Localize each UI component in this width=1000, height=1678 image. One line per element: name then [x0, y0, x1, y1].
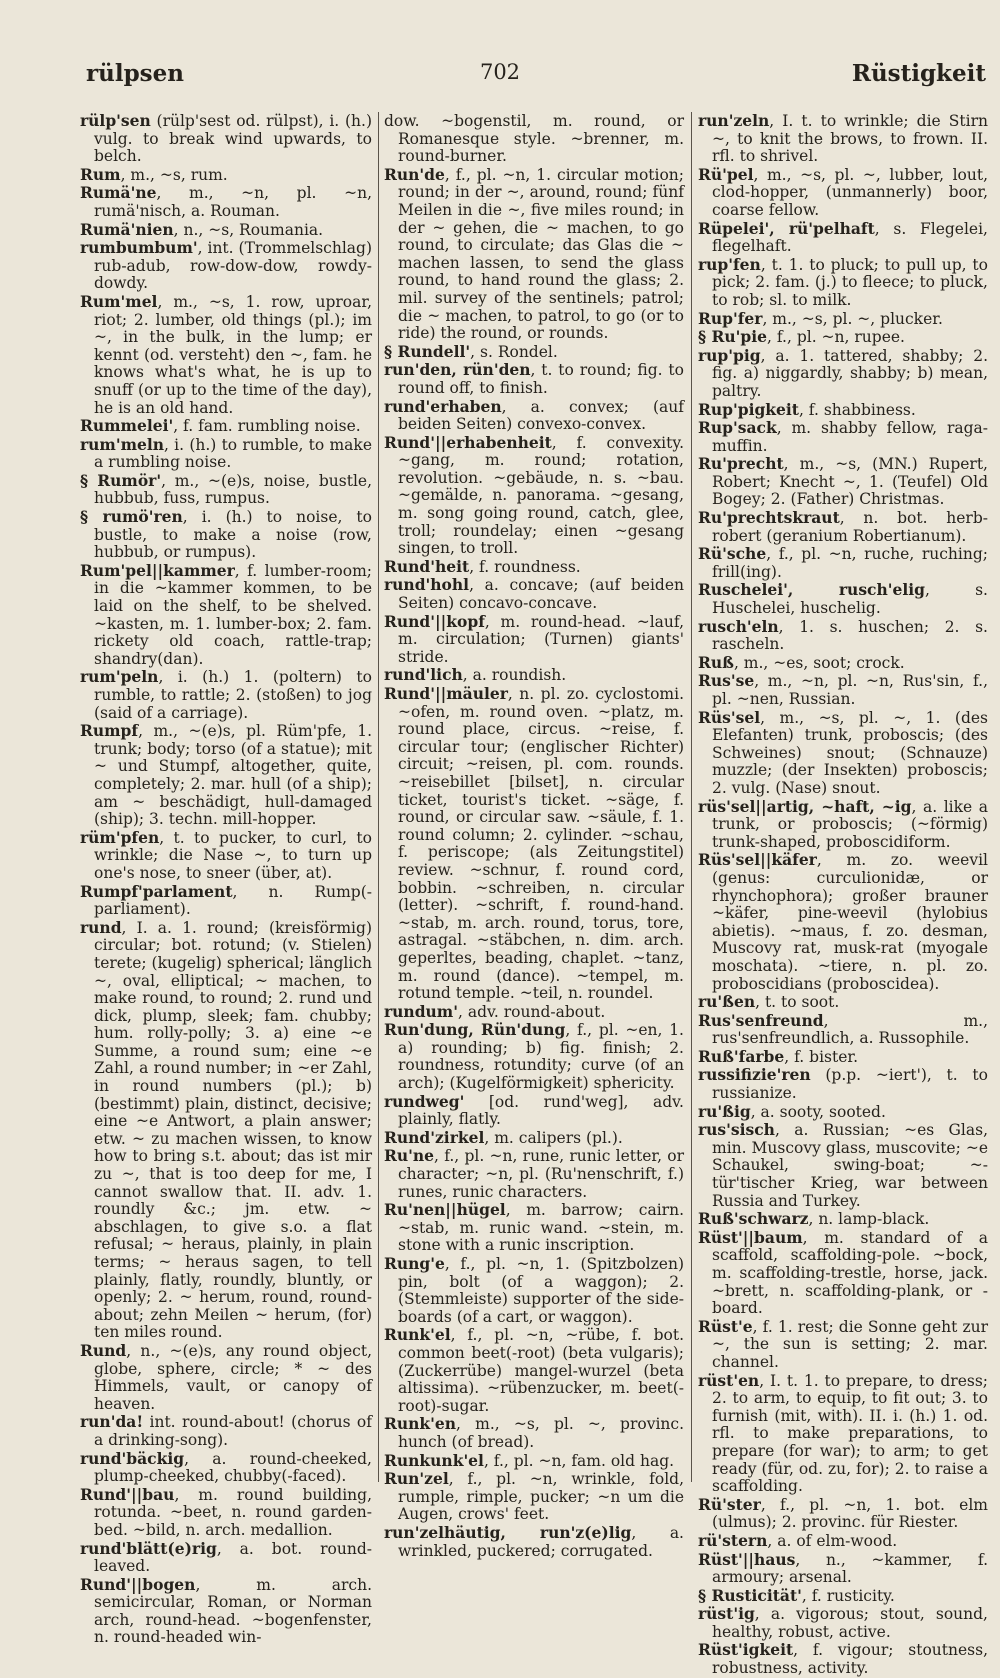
dictionary-entry	[698, 310, 988, 329]
dictionary-entry	[80, 1342, 372, 1413]
entry-definition: , s. Rondel.	[470, 342, 558, 361]
dictionary-entry	[80, 166, 372, 185]
entry-headword: Rund'||erhabenheit	[384, 432, 552, 452]
entry-definition: , int. (Trommelschlag) rub-adub, row-dow-dow, rowdy-dowdy.	[94, 239, 372, 293]
dictionary-entry	[698, 545, 988, 581]
entry-headword: Rung'e	[384, 1254, 445, 1273]
entry-definition: , f., pl. ~n, rupee.	[767, 328, 905, 347]
dictionary-entry	[384, 1003, 684, 1022]
entry-headword: Rum'pel||kammer	[80, 560, 235, 580]
entry-headword: § Rusticität'	[698, 1585, 802, 1605]
entry-headword: rund'lich	[384, 665, 463, 685]
entry-headword: Rund'||bau	[80, 1484, 175, 1504]
entry-definition: , f. 1. rest; die Sonne geht zur ~, the sun is setting; 2. mar. channel.	[712, 1317, 988, 1371]
entry-headword: Runk'en	[384, 1414, 457, 1434]
entry-headword: Rum'mel	[80, 291, 158, 311]
dictionary-entry	[80, 472, 372, 508]
entry-definition: , f. bister.	[784, 1047, 859, 1066]
entry-definition: , a. bot. round-leaved.	[94, 1539, 372, 1576]
entry-definition: , f., pl. ~n, 1. (Spitzbolzen) pin, bolt (of a waggon); 2. (Stemmleiste) supporter of the side-boards (of a cart, or waggon).	[398, 1255, 684, 1326]
entry-definition: , f., pl. ~en, 1. a) rounding; b) fig. finish; 2. roundness, rotundity; curve (of an arch); (Kugelförmigkeit) sphericity.	[398, 1021, 684, 1093]
entry-headword: Rup'fer	[698, 308, 763, 328]
entry-headword: rund'bäckig	[80, 1448, 185, 1468]
dictionary-entry	[698, 347, 988, 401]
dictionary-entry	[698, 1641, 988, 1677]
entry-definition: , a. roundish.	[462, 666, 567, 685]
dictionary-entry	[698, 455, 988, 509]
entry-definition: (rülp'sest od. rülpst), i. (h.) vulg. to break wind upwards, to belch.	[94, 112, 372, 166]
entry-definition: , f. fam. rumbling noise.	[173, 417, 361, 436]
dictionary-entry	[384, 1524, 684, 1560]
entry-definition: , i. (h.) to rumble, to make a rumbling noise.	[94, 435, 372, 472]
dictionary-entry	[698, 851, 988, 993]
dictionary-entry	[698, 1012, 988, 1048]
page-number: 702	[479, 60, 521, 84]
dictionary-entry	[384, 343, 684, 362]
entry-headword: Run'de	[384, 164, 445, 184]
dictionary-entry	[698, 112, 988, 166]
entry-headword: Rund'||kopf	[384, 611, 485, 631]
entry-headword: rülp'sen	[80, 111, 151, 130]
entry-headword: Ru'precht	[698, 454, 784, 474]
dictionary-entry	[698, 618, 988, 654]
entry-headword: rüst'en	[698, 1370, 760, 1390]
entry-definition: , m. barrow; cairn. ~stab, m. runic wand. ~stein, m. stone with a runic inscription.	[398, 1201, 684, 1255]
entry-headword: rum'meln	[80, 434, 165, 454]
entry-headword: Runkunk'el	[384, 1450, 484, 1470]
dictionary-entry	[698, 1605, 988, 1641]
entry-headword: Rumpf	[80, 721, 139, 741]
dictionary-entry	[384, 434, 684, 558]
entry-definition: , a. wrinkled, puckered; corrugated.	[398, 1523, 684, 1560]
entry-definition: , f. convexity. ~gang, m. round; rotation, revolution. ~gebäude, n. s. ~bau. ~gemälde, n. panorama. ~gesang, m. song going round, catch, glee, troll; roundelay; einen ~gesang singen, to troll.	[398, 433, 684, 558]
dictionary-entry	[80, 1413, 372, 1449]
entry-headword: Rü'ster	[698, 1494, 761, 1514]
dictionary-entry	[384, 112, 684, 166]
dictionary-entry	[80, 112, 372, 166]
entry-definition: , n. pl. zo. cyclostomi. ~ofen, m. round oven. ~platz, m. round place, circus. ~reise, f. circular tour; (englischer Richter) circuit; ~reisen, pl. com. rounds. ~reisebillet [bilset], n. circular ticket, tourist's ticket. ~säge, f. round, or circular saw. ~säule, f. 1. round column; 2. cylinder. ~schau, f. periscope; (als Zeitungstitel) review. ~schnur, f. round cord, bobbin. ~schreiben, n. circular (letter). ~schrift, f. round-hand. ~stab, m. arch. round, torus, tore, astragal. ~stäbchen, n. dim. arch. geperltes, beading, chaplet. ~tanz, m. round (dance). ~tempel, m. rotund temple. ~teil, n. roundel.	[398, 685, 684, 1003]
dictionary-entry	[698, 709, 988, 798]
entry-headword: Rund'||mäuler	[384, 684, 508, 703]
dictionary-entry	[698, 1103, 988, 1122]
entry-headword: Rüpelei', rü'pelhaft	[698, 218, 875, 238]
entry-definition: , n. lamp-black.	[808, 1210, 930, 1229]
entry-headword: Rüst'||baum	[698, 1227, 803, 1247]
entry-headword: rum'peln	[80, 667, 159, 687]
dictionary-entry	[80, 919, 372, 1342]
entry-headword: Rup'pigkeit	[698, 399, 799, 419]
entry-headword: ru'ßig	[698, 1101, 751, 1121]
entry-definition: , n. Rump(-parliament).	[94, 882, 372, 919]
entry-definition: , a. Russian; ~es Glas, min. Muscovy glass, muscovite; ~e Schaukel, swing-boat; ~-tür'tischer Krieg, war between Russia and Turkey.	[712, 1121, 988, 1210]
entry-headword: rü'stern	[698, 1530, 768, 1550]
entry-definition: , a. of elm-wood.	[767, 1531, 898, 1550]
entry-definition: , adv. round-about.	[457, 1002, 606, 1021]
column-left	[80, 112, 372, 1647]
entry-definition: , a. vigorous; stout, sound, healthy, robust, active.	[712, 1605, 988, 1641]
dictionary-entry	[698, 1532, 988, 1551]
entry-headword: rund'blätt(e)rig	[80, 1538, 217, 1558]
entry-definition: , f. roundness.	[469, 557, 581, 576]
dictionary-entry	[698, 1121, 988, 1210]
dictionary-entry	[384, 1147, 684, 1201]
entry-definition: , f., pl. ~n, fam. old hag.	[483, 1451, 675, 1470]
dictionary-entry	[384, 1452, 684, 1471]
entry-definition: , I. t. 1. to prepare, to dress; 2. to arm, to equip, to fit out; 3. to furnish (mit, with). II. i. (h.) 1. od. rfl. to make preparations, to prepare (for war); to arm; to get ready (für, od. zu, for); 2. to raise a scaffolding.	[712, 1371, 988, 1496]
entry-definition: , t. to pucker, to curl, to wrinkle; die Nase ~, to turn up one's nose, to sneer (über, at).	[94, 828, 372, 882]
entry-definition: , a. concave; (auf beiden Seiten) concavo-concave.	[398, 576, 684, 613]
entry-headword: rundum'	[384, 1001, 458, 1021]
entry-headword: Rumä'nien	[80, 219, 174, 239]
entry-definition: , f. shabbiness.	[798, 400, 916, 419]
entry-definition: , n., ~(e)s, any round object, globe, sphere, circle; * ~ des Himmels, vault, or canopy of heaven.	[94, 1341, 372, 1413]
dictionary-entry	[698, 1372, 988, 1496]
entry-headword: Rü'pel	[698, 164, 754, 184]
entry-headword: Rüst'||haus	[698, 1549, 796, 1569]
entry-definition: , m. round-head. ~lauf, m. circulation; (Turnen) giants' stride.	[398, 612, 684, 666]
dictionary-entry	[384, 576, 684, 612]
running-head-left: rülpsen	[86, 60, 184, 87]
entry-headword: § rumö'ren	[80, 507, 183, 527]
entry-definition: , n., ~kammer, f. armoury; arsenal.	[712, 1550, 988, 1587]
entry-definition: , a. sooty, sooted.	[750, 1102, 886, 1121]
entry-headword: russifizie'ren	[698, 1065, 811, 1085]
entry-definition: , f. vigour; stoutness, robustness, activity.	[712, 1641, 988, 1678]
entry-headword: Rund'zirkel	[384, 1127, 485, 1147]
dictionary-entry	[698, 509, 988, 545]
entry-headword: Run'dung, Rün'dung	[384, 1020, 566, 1040]
entry-definition: , f., pl. ~n, 1. circular motion; round; in der ~, around, round; fünf Meilen in die ~, five miles round; in der ~ gehen, die ~ machen, to go round, to circulate; das Glas die ~ machen lassen, to send the glass round, to hand round the glass; 2. mil. survey of the sentinels; patrol; die ~ machen, to patrol, to go (or to ride) the round, or rounds.	[398, 165, 684, 343]
dictionary-entry	[80, 1540, 372, 1576]
dictionary-entry	[80, 293, 372, 417]
dictionary-entry	[384, 1415, 684, 1451]
entry-headword: rund'hohl	[384, 575, 470, 595]
entry-headword: rundweg'	[384, 1091, 465, 1111]
dictionary-entry	[80, 829, 372, 883]
entry-headword: run'den, rün'den	[384, 360, 531, 380]
entry-headword: run'zelhäutig, run'z(e)lig	[384, 1522, 632, 1542]
entry-headword: Rüs'sel	[698, 707, 761, 727]
entry-headword: rüst'ig	[698, 1604, 755, 1624]
dictionary-entry	[384, 1255, 684, 1326]
entry-definition: , t. 1. to pluck; to pull up, to pick; 2. fam. (j.) to fleece; to pluck, to rob; sl. to milk.	[712, 255, 988, 309]
entry-definition: , I. a. 1. round; (kreisförmig) circular; bot. rotund; (v. Stielen) terete; (kugelig) spherical; länglich ~, oval, elliptical; ~ machen, to make round, to round; 2. rund und dick, plump, sleek; fam. chubby; hum. rolly-polly; 3. a) eine ~e Summe, a round sum; eine ~e Zahl, a round number; in ~er Zahl, in round numbers (pl.); b) (bestimmt) plain, distinct, decisive; eine ~e Antwort, a plain answer; etw. ~ zu machen wissen, to know how to bring s.t. about; das ist mir zu ~, that is too deep for me, I cannot swallow that. II. adv. 1. roundly &c.; jm. etw. ~ abschlagen, to give s.o. a flat refusal; ~ heraus, plainly, in plain terms; ~ heraus sagen, to tell plainly, flatly, roundly, bluntly, or openly; 2. ~ herum, round, round-about; zehn Meilen ~ herum, (for) ten miles round.	[94, 918, 372, 1342]
running-head-right: Rüstigkeit	[851, 60, 986, 87]
entry-definition: , f., pl. ~n, rune, runic letter, or character; ~n, pl. (Ru'nenschrift, f.) runes, runic characters.	[398, 1147, 684, 1201]
entry-headword: Rund'||bogen	[80, 1574, 196, 1594]
entry-headword: Rü'sche	[698, 544, 767, 564]
entry-definition: , s. Huschelei, huschelig.	[712, 581, 988, 618]
entry-definition: , m., ~s, pl. ~, plucker.	[762, 309, 943, 328]
entry-headword: Rumä'ne	[80, 183, 157, 203]
entry-definition: , f., pl. ~n, ruche, ruching; frill(ing).	[712, 545, 988, 581]
entry-headword: rüs'sel||artig, ~haft, ~ig	[698, 796, 912, 816]
entry-definition: , m., ~s, pl. ~, lubber, lout, clod-hopper, (unmannerly) boor, coarse fellow.	[712, 165, 988, 219]
dictionary-entry	[698, 166, 988, 220]
entry-headword: § Rumör'	[80, 470, 162, 490]
entry-headword: Rüst'igkeit	[698, 1640, 794, 1660]
entry-headword: Rup'sack	[698, 418, 777, 438]
entry-headword: Ruß'farbe	[698, 1046, 785, 1066]
dictionary-entry	[384, 666, 684, 685]
dictionary-entry	[698, 1066, 988, 1102]
entry-definition: , n. bot. herb-robert (geranium Robertianum).	[712, 509, 988, 545]
dictionary-entry	[698, 1551, 988, 1587]
entry-headword: Rund'heit	[384, 556, 470, 576]
dictionary-entry	[80, 1576, 372, 1647]
entry-definition: , f., pl. ~n, ~rübe, f. bot. common beet(-root) (beta vulgaris); (Zuckerrübe) mangel-wurzel (beta altissima). ~rübenzucker, m. beet(-root)-sugar.	[398, 1326, 684, 1415]
column-right	[698, 112, 988, 1678]
entry-definition: , a. like a trunk, or proboscis; (~förmig) trunk-shaped, proboscidiform.	[712, 797, 988, 851]
entry-definition: , m. arch. semicircular, Roman, or Norman arch, round-head. ~bogenfenster, n. round-headed win-	[94, 1575, 372, 1647]
entry-headword: rus'sisch	[698, 1120, 775, 1140]
dictionary-entry	[80, 184, 372, 220]
entry-headword: ru'ßen	[698, 992, 756, 1012]
entry-headword: rup'pig	[698, 345, 761, 365]
entry-headword: Rüst'e	[698, 1316, 753, 1336]
column-middle	[384, 112, 684, 1560]
dictionary-entry	[80, 417, 372, 436]
entry-headword: rund'erhaben	[384, 396, 502, 416]
entry-definition: , m., ~(e)s, pl. Rüm'pfe, 1. trunk; body; torso (of a statue); mit ~ und Stumpf, altogether, quite, completely; 2. mar. hull (of a ship); am ~ beschädigt, hull-damaged (ship); 3. techn. mill-hopper.	[94, 722, 372, 829]
entry-headword: run'zeln	[698, 111, 770, 130]
dictionary-entry	[698, 1587, 988, 1606]
entry-definition: , m. round building, rotunda. ~beet, n. round garden-bed. ~bild, n. arch. medallion.	[94, 1485, 372, 1539]
dictionary-entry	[384, 1326, 684, 1415]
dictionary-entry	[698, 1229, 988, 1318]
dictionary-entry	[80, 562, 372, 669]
entry-headword: Ruschelei', rusch'elig	[698, 580, 925, 600]
dictionary-entry	[698, 993, 988, 1012]
dictionary-entry	[384, 1129, 684, 1148]
dictionary-entry	[384, 1201, 684, 1255]
dictionary-entry	[698, 220, 988, 256]
entry-definition: , m., ~s, pl. ~, 1. (des Elefanten) trunk, proboscis; (des Schweines) snout; (Schnauze) muzzle; (der Insekten) proboscis; 2. vulg. (Nase) snout.	[712, 708, 988, 797]
entry-headword: Ru'prechtskraut	[698, 508, 840, 528]
dictionary-entry	[698, 798, 988, 852]
entry-definition: dow. ~bogenstil, m. round, or Romanesque style. ~brenner, m. round-burner.	[384, 112, 684, 166]
entry-headword: Run'zel	[384, 1469, 449, 1489]
entry-headword: Rumpf'parlament	[80, 881, 233, 901]
dictionary-entry	[80, 722, 372, 829]
entry-definition: , m., ~s, pl. ~, provinc. hunch (of bread).	[398, 1415, 684, 1451]
entry-definition: , a. round-cheeked, plump-cheeked, chubby(-faced).	[94, 1449, 372, 1486]
entry-definition: , m., ~n, pl. ~n, Rus'sin, f., pl. ~nen, Russian.	[712, 672, 988, 708]
dictionary-entry	[384, 361, 684, 397]
entry-definition: , f., pl. ~n, 1. bot. elm (ulmus); 2. provinc. für Riester.	[712, 1495, 988, 1532]
entry-definition: , m., ~s, 1. row, uproar, riot; 2. lumber, old things (pl.); im ~, in the bulk, in the lump; er kennt (od. versteht) den ~, fam. he knows what's what, he is up to snuff (or up to the time of the day), he is an old hand.	[94, 292, 372, 417]
entry-headword: Rummelei'	[80, 416, 174, 436]
entry-headword: rüm'pfen	[80, 827, 160, 847]
dictionary-entry	[698, 328, 988, 347]
entry-headword: Ruß	[698, 652, 734, 672]
dictionary-entry	[384, 1470, 684, 1524]
entry-headword: Rus'senfreund	[698, 1010, 824, 1030]
dictionary-entry	[698, 581, 988, 617]
dictionary-entry	[80, 1450, 372, 1486]
dictionary-entry	[80, 239, 372, 293]
entry-definition: , i. (h.) 1. (poltern) to rumble, to rattle; 2. (stoßen) to jog (said of a carriage).	[94, 668, 372, 722]
entry-headword: rup'fen	[698, 254, 761, 274]
entry-definition: (p.p. ~iert'), t. to russianize.	[712, 1066, 988, 1103]
dictionary-entry	[384, 1021, 684, 1092]
entry-definition: , s. Flegelei, flegelhaft.	[712, 219, 988, 256]
entry-headword: Rus'se	[698, 671, 755, 691]
entry-headword: run'da!	[80, 1412, 144, 1432]
dictionary-entry	[80, 1486, 372, 1540]
entry-definition: , n., ~s, Roumania.	[173, 220, 324, 239]
entry-definition: , 1. s. huschen; 2. s. rascheln.	[712, 617, 988, 654]
entry-definition: , m. standard of a scaffold, scaffolding-pole. ~bock, m. scaffolding-trestle, horse, jack. ~brett, n. scaffolding-plank, or -board.	[712, 1228, 988, 1318]
entry-definition: int. round-about! (chorus of a drinking-song).	[94, 1413, 372, 1449]
dictionary-entry	[384, 166, 684, 343]
dictionary-entry	[698, 401, 988, 420]
entry-definition: [od. rund'weg], adv. plainly, flatly.	[398, 1092, 684, 1129]
entry-definition: , t. to soot.	[755, 993, 840, 1012]
entry-definition: , m., ~s, rum.	[120, 165, 228, 184]
entry-definition: , a. 1. tattered, shabby; 2. fig. a) niggardly, shabby; b) mean, paltry.	[712, 346, 988, 400]
entry-definition: , m. shabby fellow, raga-muffin.	[712, 419, 988, 455]
entry-headword: Rum	[80, 164, 121, 184]
entry-headword: Rund	[80, 1340, 127, 1360]
dictionary-entry	[384, 1093, 684, 1129]
entry-headword: Ru'ne	[384, 1146, 435, 1166]
entry-headword: Runk'el	[384, 1325, 451, 1345]
entry-headword: Ruß'schwarz	[698, 1209, 809, 1229]
column-rule	[691, 112, 692, 1482]
entry-headword: § Ru'pie	[698, 327, 767, 347]
entry-definition: , t. to round; fig. to round off, to finish.	[398, 361, 684, 397]
dictionary-entry	[698, 256, 988, 310]
entry-definition: , m., rus'senfreundlich, a. Russophile.	[712, 1011, 988, 1048]
dictionary-entry	[384, 398, 684, 434]
entry-definition: , f. lumber-room; in die ~kammer kommen, to be laid on the shelf, to be shelved. ~kasten, m. 1. lumber-box; 2. fam. rickety old coach, rattle-trap; shandry(dan).	[94, 561, 372, 668]
entry-definition: , a. convex; (auf beiden Seiten) convexo-convex.	[398, 397, 684, 434]
entry-definition: , i. (h.) to noise, to bustle, to make a noise (row, hubbub, or rumpus).	[94, 508, 372, 562]
entry-headword: rund	[80, 917, 122, 937]
column-rule	[378, 112, 379, 1482]
dictionary-entry	[698, 1496, 988, 1532]
dictionary-entry	[698, 1318, 988, 1372]
entry-definition: , m. zo. weevil (genus: curculionidæ, or rhynchophora); großer brauner ~käfer, pine-weevil (hylobius abietis). ~maus, f. zo. desman, Muscovy rat, musk-rat (myogale moschata). ~tiere, n. pl. zo. proboscidians (proboscidea).	[712, 851, 988, 993]
dictionary-entry	[384, 558, 684, 577]
dictionary-entry	[80, 508, 372, 562]
dictionary-entry	[698, 419, 988, 455]
dictionary-entry	[698, 654, 988, 673]
entry-headword: § Rundell'	[384, 341, 471, 361]
entry-definition: , m., ~n, pl. ~n, rumä'nisch, a. Rouman.	[94, 184, 372, 220]
entry-headword: Ru'nen||hügel	[384, 1200, 506, 1220]
dictionary-entry	[80, 668, 372, 722]
entry-definition: , f., pl. ~n, wrinkle, fold, rumple, rimple, pucker; ~n um die Augen, crows' feet.	[398, 1470, 684, 1524]
dictionary-entry	[384, 613, 684, 667]
dictionary-entry	[80, 221, 372, 240]
entry-definition: , m. calipers (pl.).	[484, 1128, 623, 1147]
entry-headword: Rüs'sel||käfer	[698, 850, 817, 870]
entry-definition: , I. t. to wrinkle; die Stirn ~, to knit the brows, to frown. II. rfl. to shrivel.	[712, 112, 988, 166]
entry-definition: , f. rusticity.	[801, 1586, 895, 1605]
dictionary-entry	[698, 1048, 988, 1067]
entry-headword: rumbumbum'	[80, 238, 198, 258]
entry-headword: rusch'eln	[698, 616, 779, 636]
dictionary-entry	[698, 672, 988, 708]
entry-definition: , m., ~(e)s, noise, bustle, hubbub, fuss, rumpus.	[94, 471, 372, 508]
dictionary-entry	[384, 685, 684, 1003]
dictionary-entry	[80, 436, 372, 472]
dictionary-entry	[80, 883, 372, 919]
entry-definition: , m., ~s, (MN.) Rupert, Robert; Knecht ~, 1. (Teufel) Old Bogey; 2. (Father) Christmas.	[712, 455, 988, 509]
entry-definition: , m., ~es, soot; crock.	[733, 653, 905, 672]
dictionary-entry	[698, 1210, 988, 1229]
